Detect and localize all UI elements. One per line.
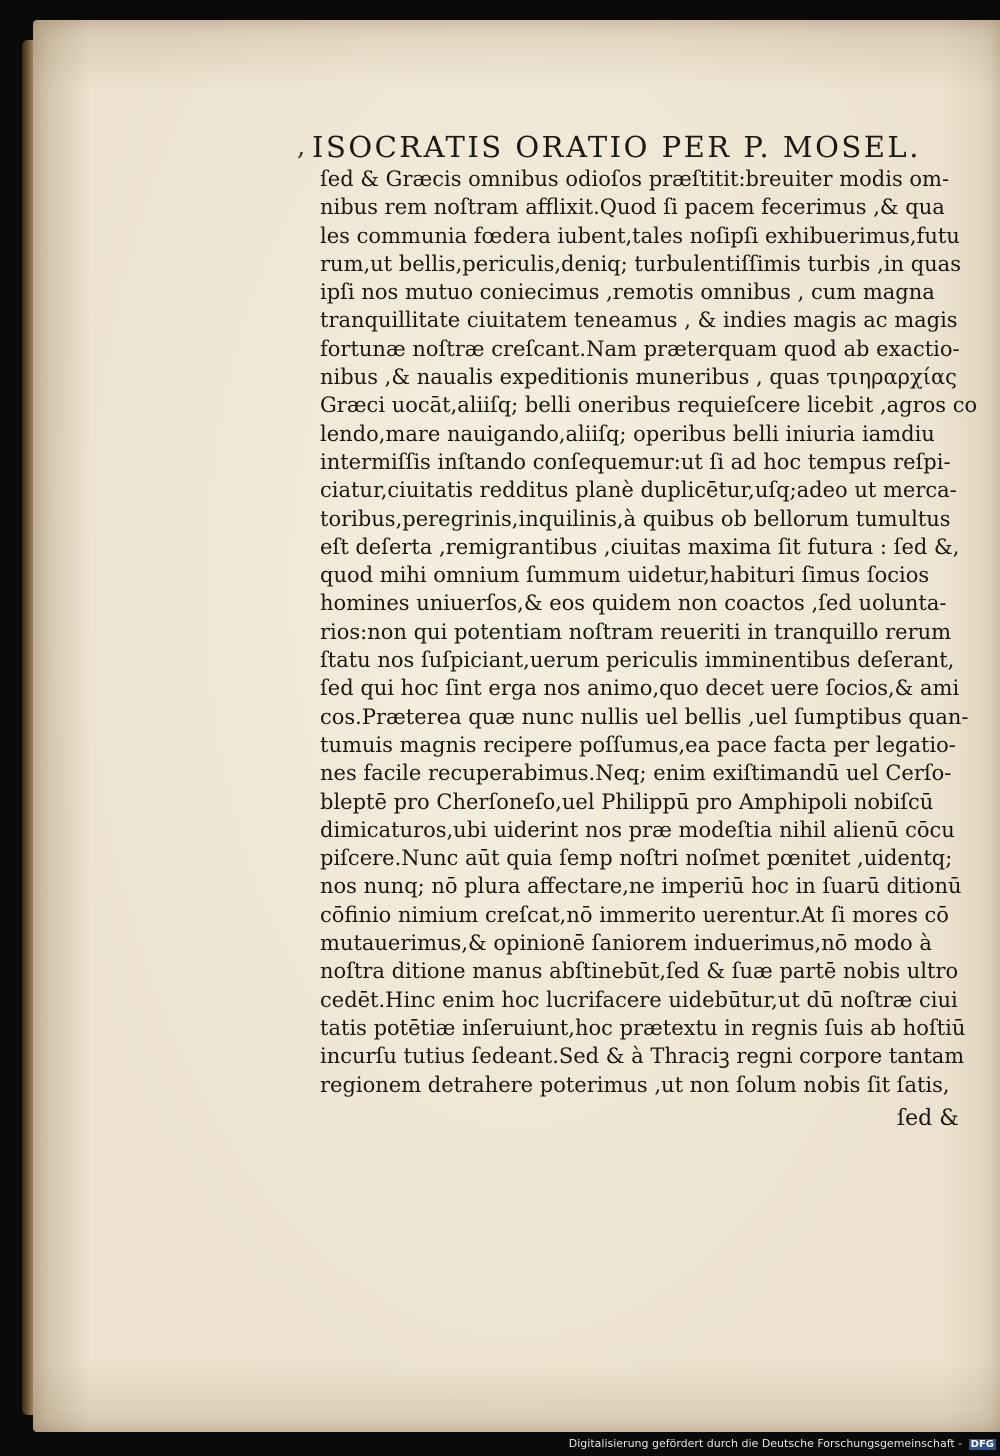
text-line: lendo,mare nauigando,aliiſq; operibus belli iniuria iamdiu: [320, 421, 935, 446]
text-line: nibus ,& naualis expeditionis muneribus , quas τριηραρχίας: [320, 365, 957, 390]
text-line: tranquillitate ciuitatem teneamus , & indies magis ac magis: [320, 308, 958, 333]
text-line: piſcere.Nunc aūt quia ſemp noſtri noſmet pœnitet ,uidentq;: [320, 846, 953, 871]
text-line: noſtra ditione manus abſtinebūt,ſed & ſuæ partē nobis ultro: [320, 959, 959, 984]
text-line: ipſi nos mutuo coniecimus ,remotis omnibus , cum magna: [320, 280, 935, 305]
text-line: quod mihi omnium ſummum uidetur,habituri ſimus ſocios: [320, 563, 930, 588]
text-line: Græci uocāt,aliiſq; belli oneribus requieſcere licebit ,agros co: [320, 393, 978, 418]
text-line: tatis potētiæ inſeruiunt,hoc prætextu in regnis ſuis ab hoſtiū: [320, 1015, 966, 1040]
body-text: [320, 165, 978, 1099]
text-line: rios:non qui potentiam noſtram reueriti in tranquillo rerum: [320, 619, 952, 644]
text-line: nos nunq; nō plura affectare,ne imperiū hoc in ſuarū ditionū: [320, 874, 962, 899]
text-line: nes facile recuperabimus.Neq; enim exiſtimandū uel Cerſo-: [320, 761, 952, 786]
text-line: fortunæ noſtræ creſcant.Nam præterquam quod ab exactio-: [320, 336, 960, 361]
footer-credit: [569, 1437, 996, 1450]
text-line: cōfinio nimium creſcat,nō immerito uerentur.At ſi mores cō: [320, 902, 949, 927]
text-line: ſed qui hoc ſint erga nos animo,quo decet uere ſocios,& ami: [320, 676, 960, 701]
text-line: ſtatu nos ſuſpiciant,uerum periculis imminentibus deſerant,: [320, 648, 955, 673]
running-header: ISOCRATIS ORATIO PER P. MOSEL.: [312, 130, 921, 164]
text-line: cedēt.Hinc enim hoc lucrifacere uidebūtur,ut dū noſtræ ciui: [320, 987, 958, 1012]
text-line: ciatur,ciuitatis redditus planè duplicētur,uſq;adeo ut merca-: [320, 478, 957, 503]
text-line: toribus,peregrinis,inquilinis,à quibus ob bellorum tumultus: [320, 506, 951, 531]
text-line: les communia fœdera iubent,tales noſipſi exhibuerimus,futu: [320, 223, 960, 248]
dfg-logo-icon: DFG: [970, 1438, 994, 1450]
text-line: cos.Præterea quæ nunc nullis uel bellis ,uel ſumptibus quan-: [320, 704, 969, 729]
text-line: bleptē pro Cherſoneſo,uel Philippū pro Amphipoli nobiſcū: [320, 789, 934, 814]
text-line: intermiſſis inſtando conſequemur:ut ſi ad hoc tempus reſpi-: [320, 449, 951, 474]
footer-credit-text: Digitalisierung gefördert durch die Deutsche Forschungsgemeinschaft -: [568, 1437, 963, 1450]
header-ornament-mark: ,: [297, 132, 306, 162]
text-line: ſed & Græcis omnibus odioſos præſtitit:breuiter modis om-: [320, 167, 950, 191]
text-line: incurſu tutius ſedeant.Sed & à Thraciꝫ regni corpore tantam: [320, 1044, 965, 1069]
text-line: homines uniuerſos,& eos quidem non coactos ,ſed uolunta-: [320, 591, 947, 616]
text-line: mutauerimus,& opinionē ſaniorem induerimus,nō modo à: [320, 931, 932, 956]
text-line: dimicaturos,ubi uiderint nos præ modeſtia nihil alienū cōcu: [320, 817, 955, 842]
text-line: eſt deſerta ,remigrantibus ,ciuitas maxima ſit futura : ſed &,: [320, 534, 960, 559]
text-line: tumuis magnis recipere poſſumus,ea pace facta per legatio-: [320, 732, 956, 757]
text-line: nibus rem noſtram afflixit.Quod ſi pacem fecerimus ,& qua: [320, 195, 945, 220]
text-line: rum,ut bellis,periculis,deniq; turbulentiſſimis turbis ,in quas: [320, 251, 961, 276]
text-line: regionem detrahere poterimus ,ut non ſolum nobis ſit ſatis,: [320, 1072, 950, 1097]
catchword: ſed &: [897, 1106, 959, 1131]
